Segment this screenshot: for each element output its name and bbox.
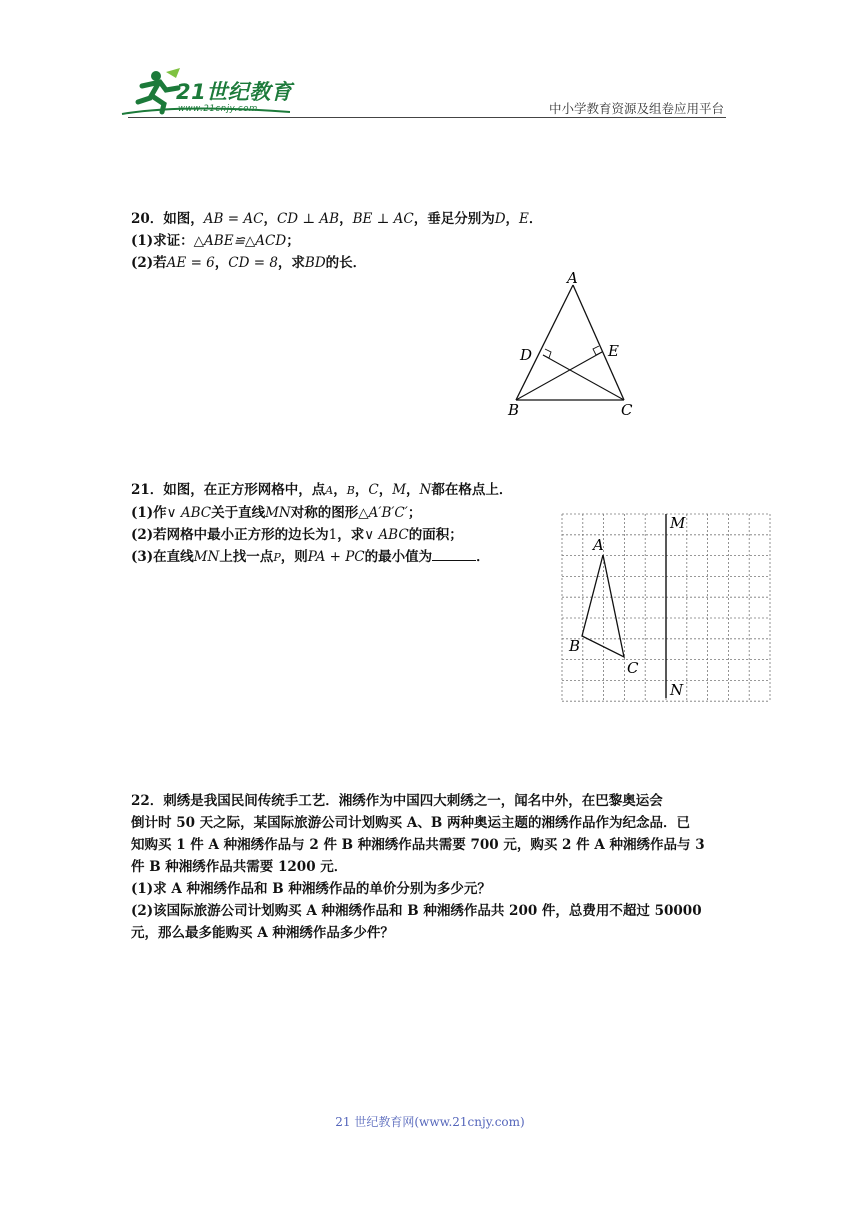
q22-line-1: 22．刺绣是我国民间传统手工艺．湘绣作为中国四大刺绣之一，闻名中外，在巴黎奥运会 xyxy=(131,793,663,809)
label-c: C xyxy=(627,659,639,677)
q21-part1: (1)作∨ ABC关于直线MN对称的图形△A′B′C′； xyxy=(131,505,422,521)
q22-part2-line-2: 元，那么最多能购买 A 种湘绣作品多少件？ xyxy=(131,925,394,941)
triangle-abc xyxy=(582,555,624,657)
q21-part3: (3)在直线MN上找一点P，则PA + PC的最小值为 ． xyxy=(131,546,512,569)
answer-blank[interactable] xyxy=(432,546,476,561)
q20-part2: (2)若AE = 6，CD = 8，求BD的长． xyxy=(131,255,367,271)
label-e: E xyxy=(608,342,619,360)
footer-link[interactable]: 21 世纪教育网(www.21cnjy.com) xyxy=(335,1115,525,1129)
q22-part2-line-1: (2)该国际旅游公司计划购买 A 种湘绣作品和 B 种湘绣作品共 200 件，总费用不超过 50000 xyxy=(131,903,702,919)
q22-line-4: 件 B 种湘绣作品共需要 1200 元． xyxy=(131,859,348,875)
q22-line-3: 知购买 1 件 A 种湘绣作品与 2 件 B 种湘绣作品共需要 700 元，购买 2 件 A 种湘绣作品与 3 xyxy=(131,837,705,853)
q20-part1: (1)求证：△ABE≌△ACD； xyxy=(131,233,300,249)
label-n: N xyxy=(670,681,684,699)
q22-part1: (1)求 A 种湘绣作品和 B 种湘绣作品的单价分别为多少元？ xyxy=(131,881,491,897)
label-b: B xyxy=(508,401,520,419)
label-d: D xyxy=(520,346,533,364)
label-c: C xyxy=(621,401,633,419)
triangle-figure-q20 xyxy=(500,268,650,420)
label-a: A xyxy=(567,269,578,287)
q21-stem: 21．如图，在正方形网格中，点A，B，C，M，N都在格点上． xyxy=(131,482,513,498)
question-21 xyxy=(131,479,512,569)
q22-line-2: 倒计时 50 天之际，某国际旅游公司计划购买 A、B 两种奥运主题的湘绣作品作为纪念品．已 xyxy=(131,815,690,831)
grid-figure-q21 xyxy=(556,508,778,704)
label-m: M xyxy=(670,514,686,532)
logo-url: www.21cnjy.com xyxy=(178,104,258,114)
header-divider xyxy=(128,117,726,118)
header-platform-text: 中小学教育资源及组卷应用平台 xyxy=(548,101,724,116)
q21-part2: (2)若网格中最小正方形的边长为1，求∨ ABC的面积； xyxy=(131,527,463,543)
question-20 xyxy=(131,208,542,274)
side-ab xyxy=(516,285,573,400)
q20-stem: 20．如图，AB = AC，CD ⊥ AB，BE ⊥ AC，垂足分别为D，E． xyxy=(131,211,543,227)
question-22 xyxy=(131,790,731,944)
label-b: B xyxy=(569,637,581,655)
right-angle-d xyxy=(543,349,551,358)
logo-text: 21世纪教育 xyxy=(176,80,293,104)
label-a: A xyxy=(593,536,604,554)
